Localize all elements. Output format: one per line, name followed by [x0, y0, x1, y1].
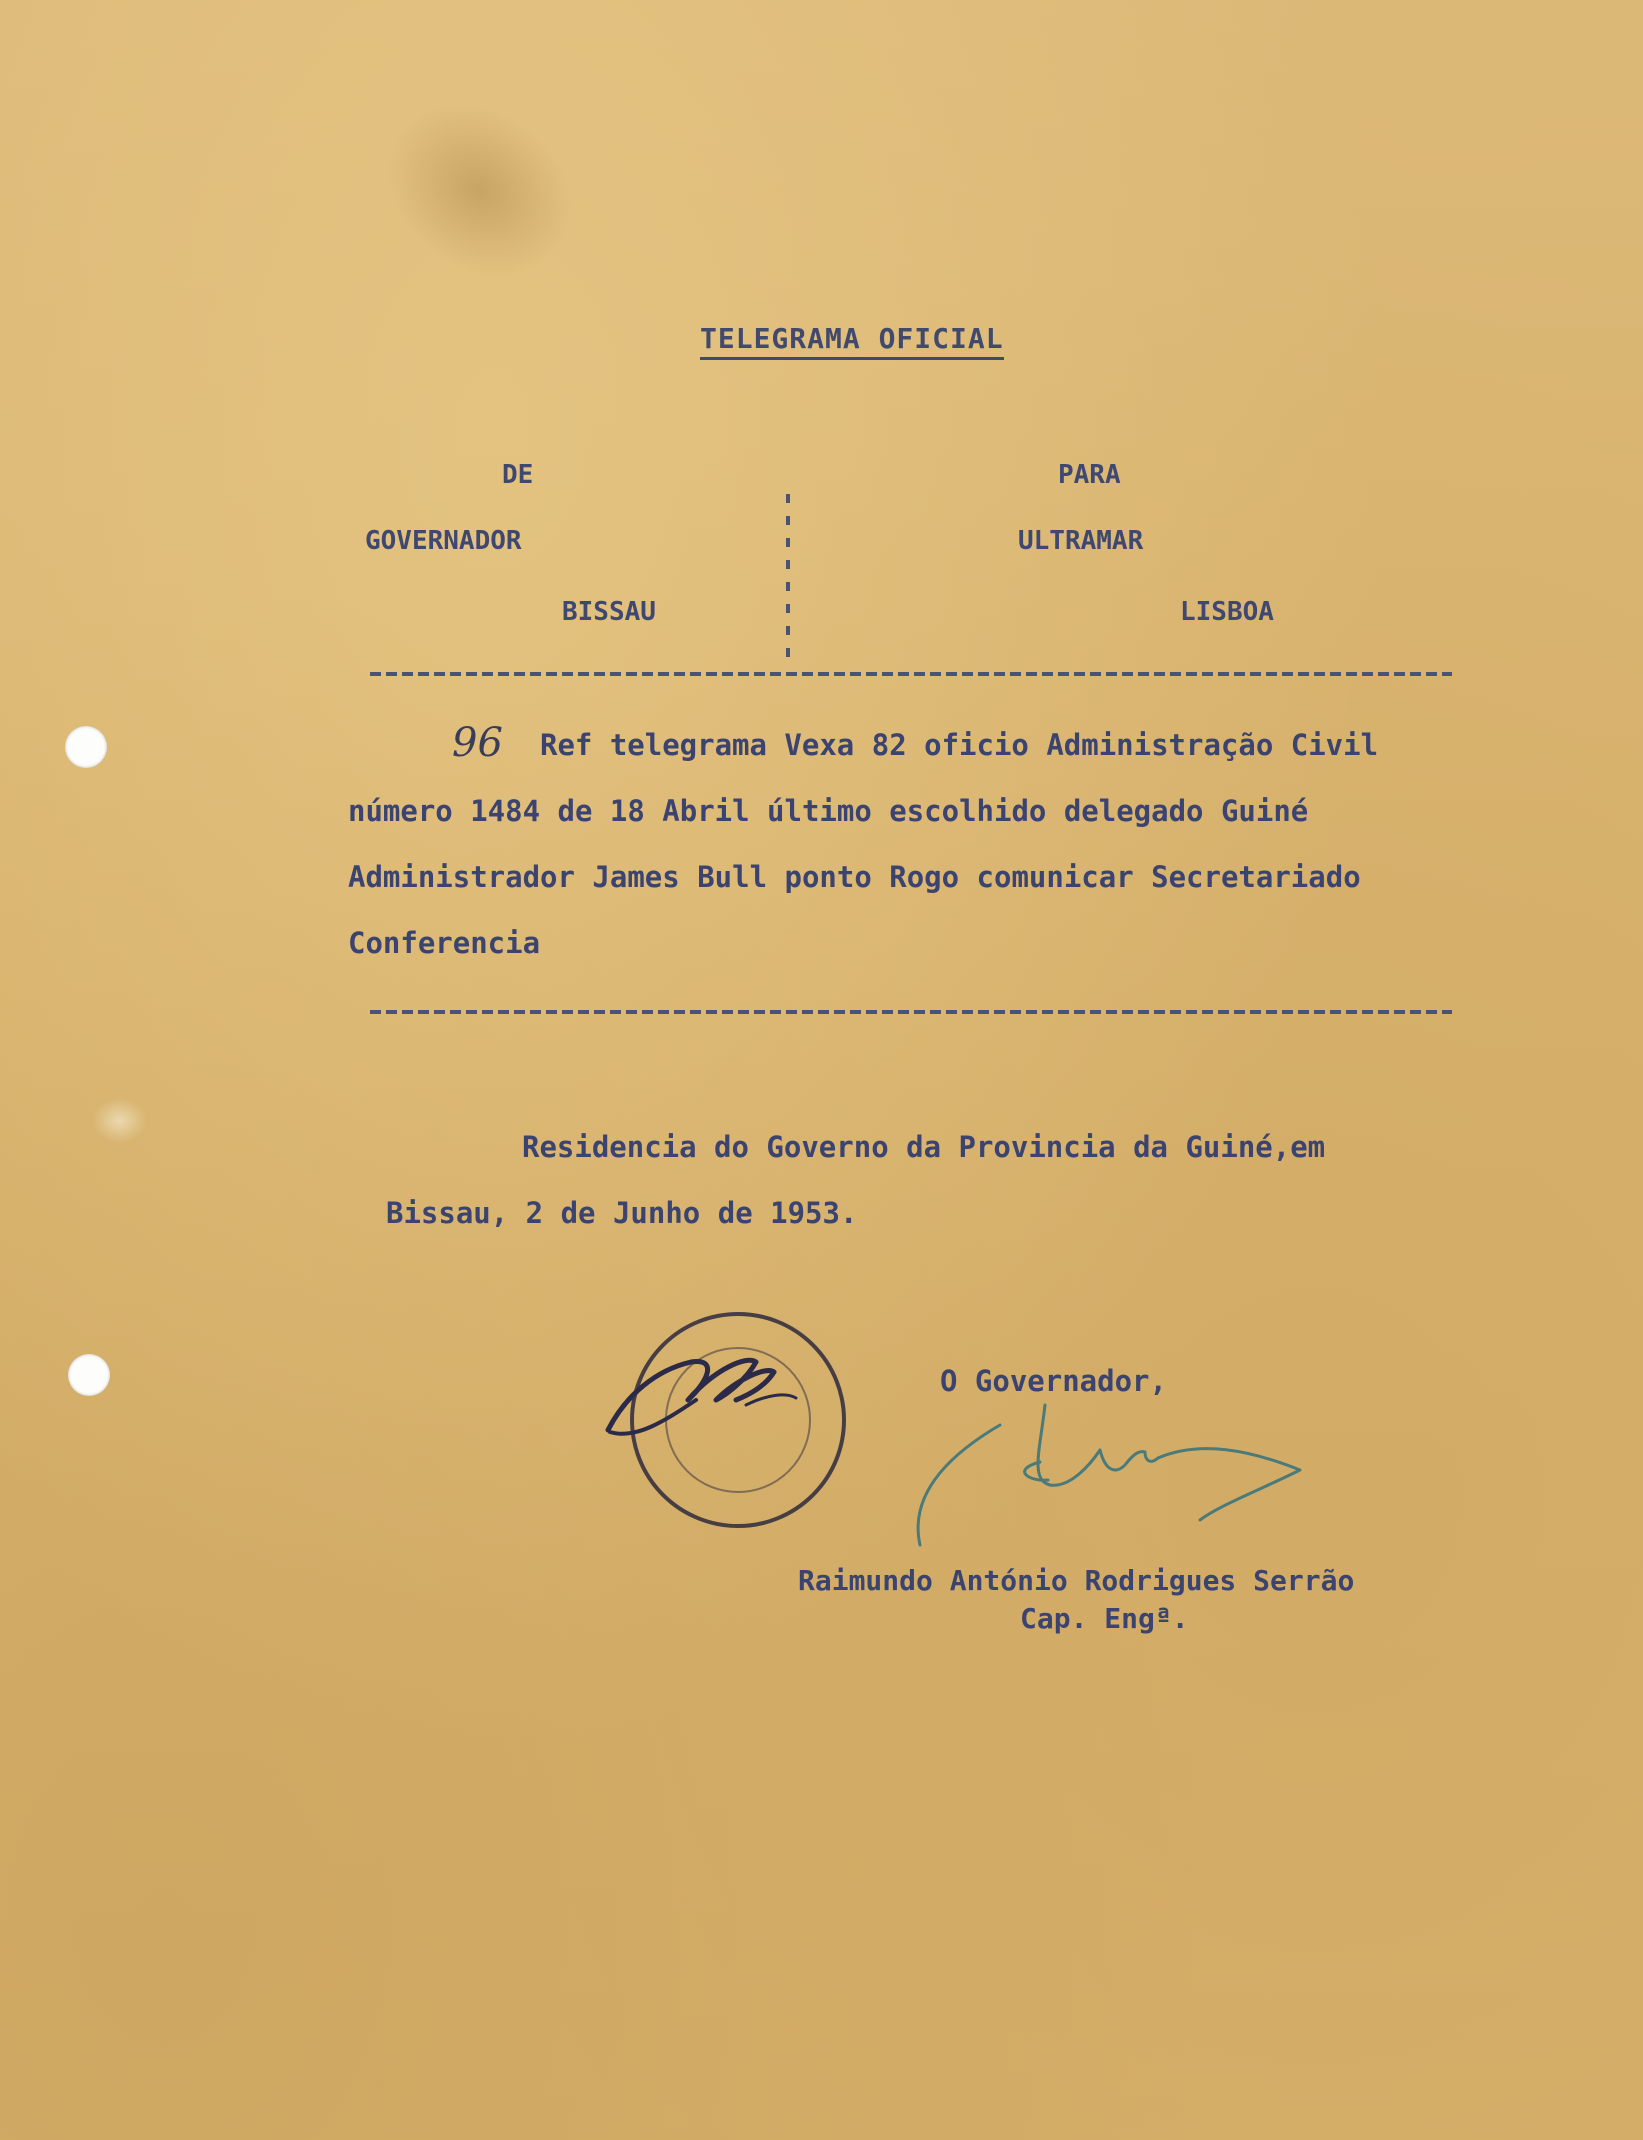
signature-title: O Governador,: [940, 1364, 1167, 1398]
body-line-1: Ref telegrama Vexa 82 oficio Administração Civil: [540, 728, 1379, 762]
header-dashed-rule: [370, 672, 1452, 676]
body-line-3: Administrador James Bull ponto Rogo comunicar Secretariado: [348, 860, 1361, 894]
handwritten-signature: [900, 1370, 1380, 1560]
punch-hole-top: [65, 726, 107, 768]
signer-rank: Cap. Engª.: [1020, 1602, 1189, 1635]
header-vertical-separator: [786, 494, 790, 670]
handwritten-reference-number: 96: [452, 720, 503, 766]
header-para-label: PARA: [1058, 460, 1121, 490]
postal-seal-stamp: [596, 1300, 854, 1540]
signer-name: Raimundo António Rodrigues Serrão: [798, 1564, 1355, 1597]
body-line-4: Conferencia: [348, 926, 541, 960]
header-to-city: LISBOA: [1180, 597, 1274, 627]
header-from-city: BISSAU: [562, 597, 656, 627]
header-to-office: ULTRAMAR: [1018, 526, 1144, 556]
body-dashed-rule: [370, 1010, 1452, 1014]
document-title: TELEGRAMA OFICIAL: [700, 322, 1004, 360]
header-from-office: GOVERNADOR: [365, 526, 522, 556]
closing-line-1: Residencia do Governo da Provincia da Guiné,em: [522, 1130, 1326, 1164]
paper-stain: [352, 67, 608, 313]
punch-hole-bottom: [68, 1354, 110, 1396]
header-de-label: DE: [502, 460, 534, 490]
body-line-2: número 1484 de 18 Abril último escolhido delegado Guiné: [348, 794, 1309, 828]
closing-line-2: Bissau, 2 de Junho de 1953.: [386, 1196, 858, 1230]
paper-tear: [92, 1098, 147, 1143]
